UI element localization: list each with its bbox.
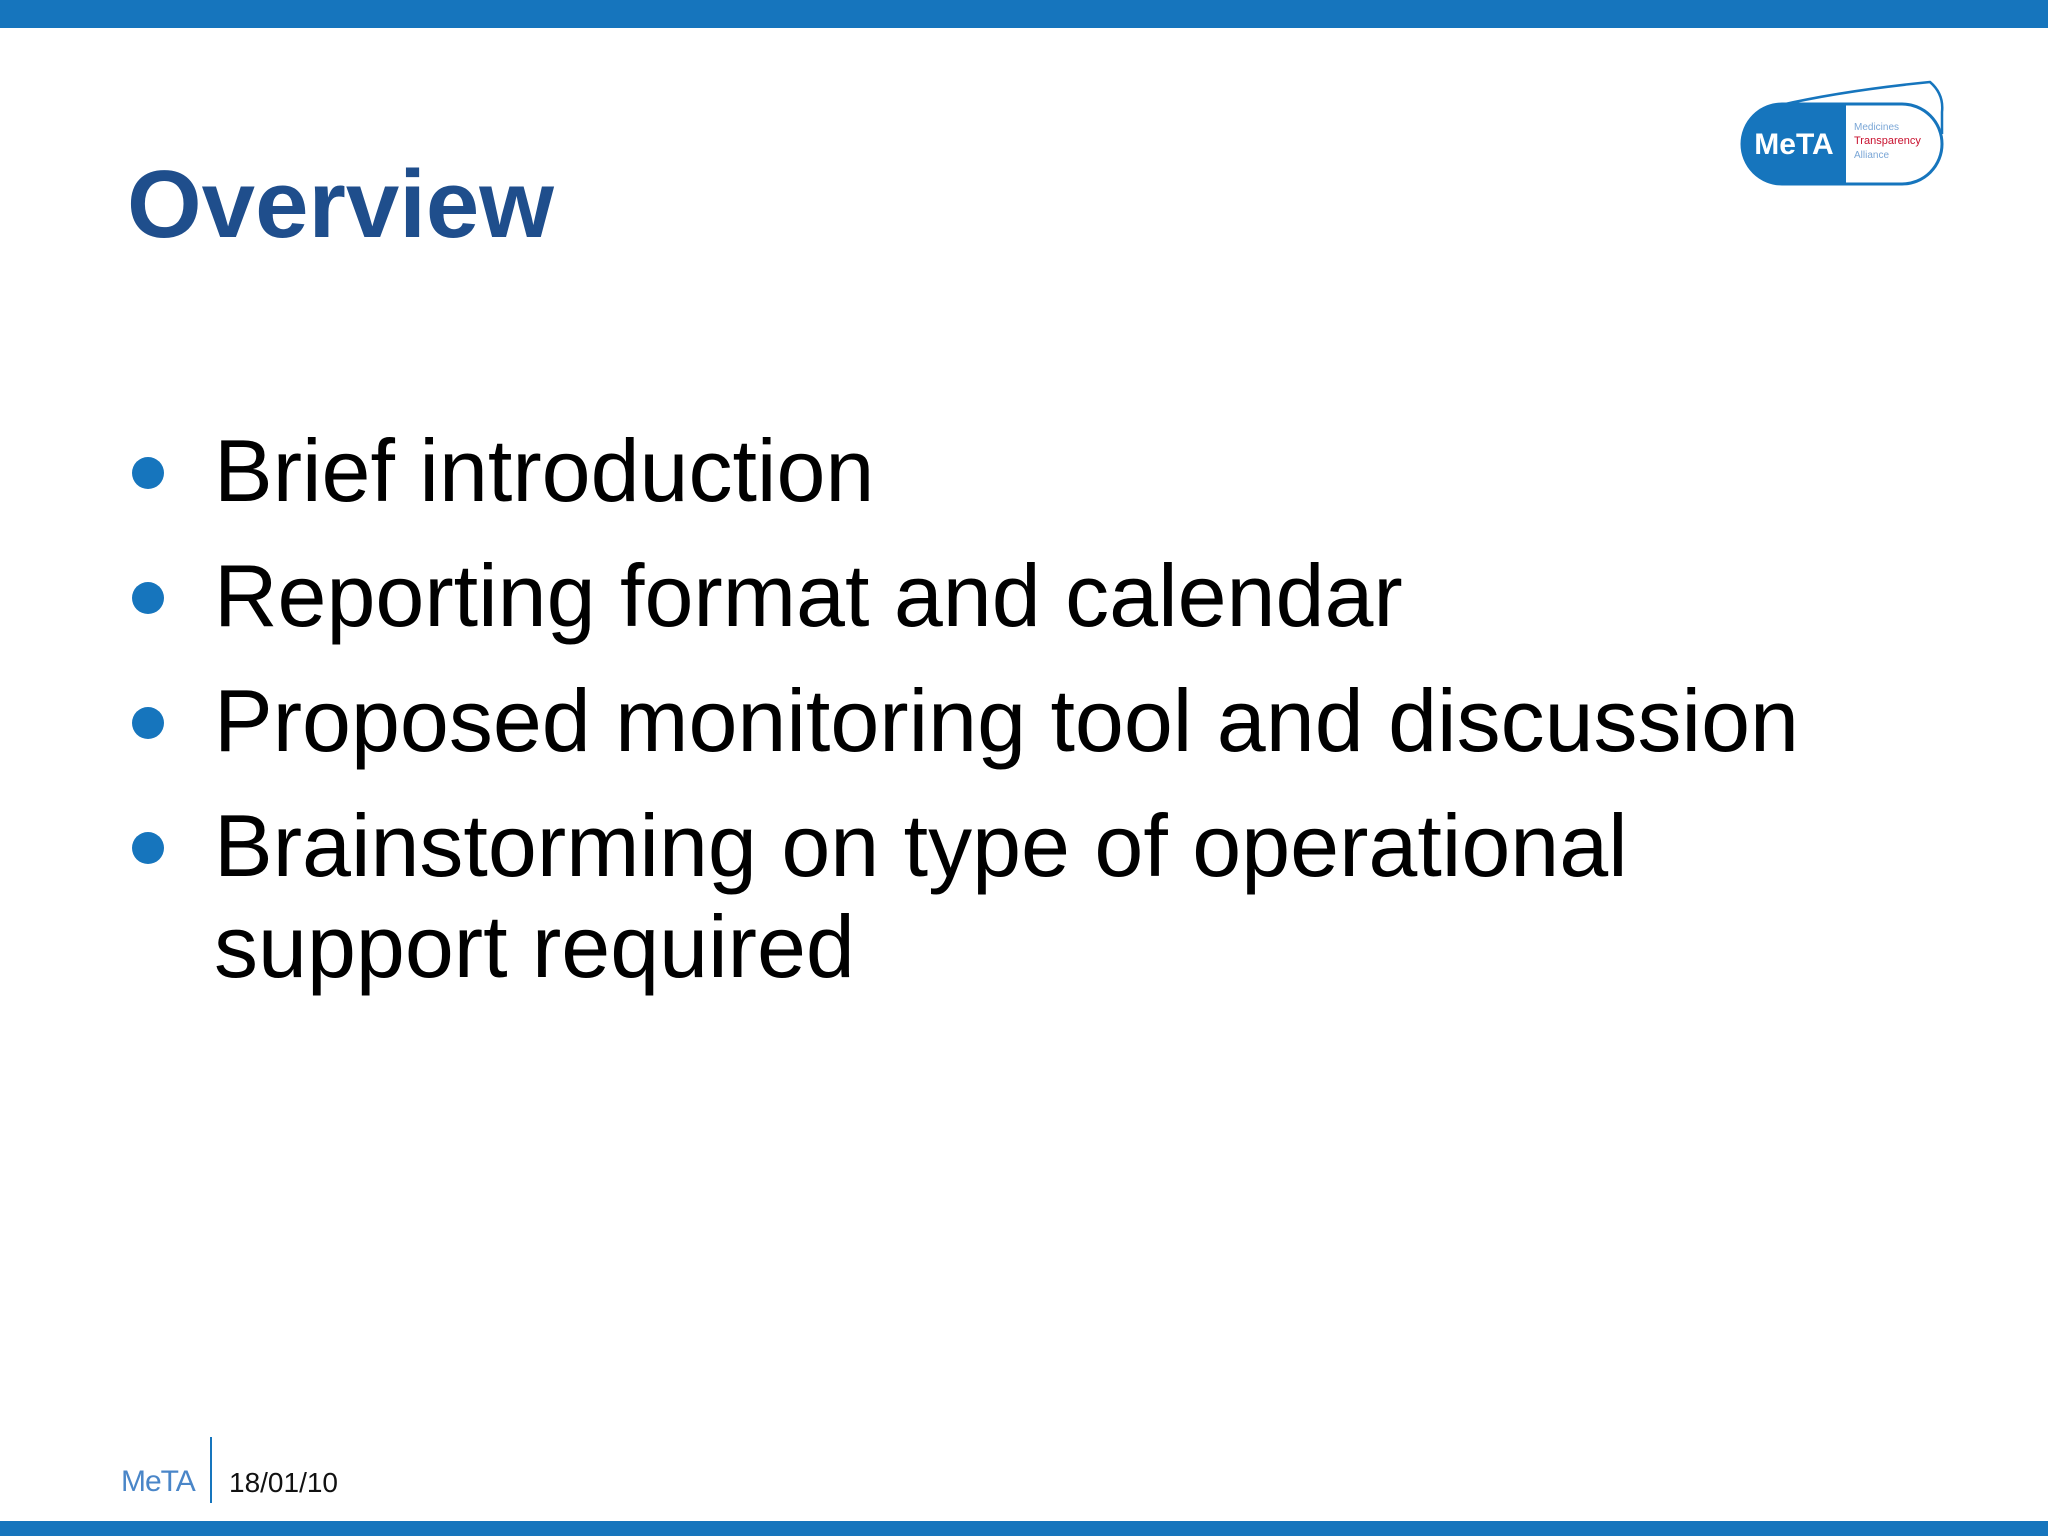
footer-logo: MeTA: [121, 1465, 195, 1498]
bullet-list: [130, 420, 1930, 1021]
meta-logo: [1740, 78, 1950, 190]
bullet-dot-icon: [132, 457, 164, 489]
logo-text-line1: Medicines: [1854, 122, 1900, 133]
bullet-item: [130, 545, 1930, 646]
bullet-dot-icon: [132, 582, 164, 614]
logo-text-line3: Alliance: [1854, 150, 1890, 161]
footer-divider: [210, 1437, 212, 1503]
bottom-accent-bar: [0, 1521, 2048, 1536]
bullet-dot-icon: [132, 707, 164, 739]
bullet-text: Brainstorming on type of operational support required: [214, 796, 1628, 996]
footer-date: 18/01/10: [229, 1467, 338, 1498]
logo-abbreviation: MeTA: [1754, 128, 1834, 161]
bullet-item: [130, 670, 1930, 771]
bullet-item: [130, 795, 1930, 997]
slide-title: Overview: [127, 151, 554, 258]
top-accent-bar: [0, 0, 2048, 28]
bullet-text: Proposed monitoring tool and discussion: [214, 671, 1799, 770]
logo-text-line2: Transparency: [1854, 135, 1921, 147]
bullet-text: Reporting format and calendar: [214, 546, 1403, 645]
bullet-item: [130, 420, 1930, 521]
bullet-text: Brief introduction: [214, 421, 875, 520]
bullet-dot-icon: [132, 832, 164, 864]
